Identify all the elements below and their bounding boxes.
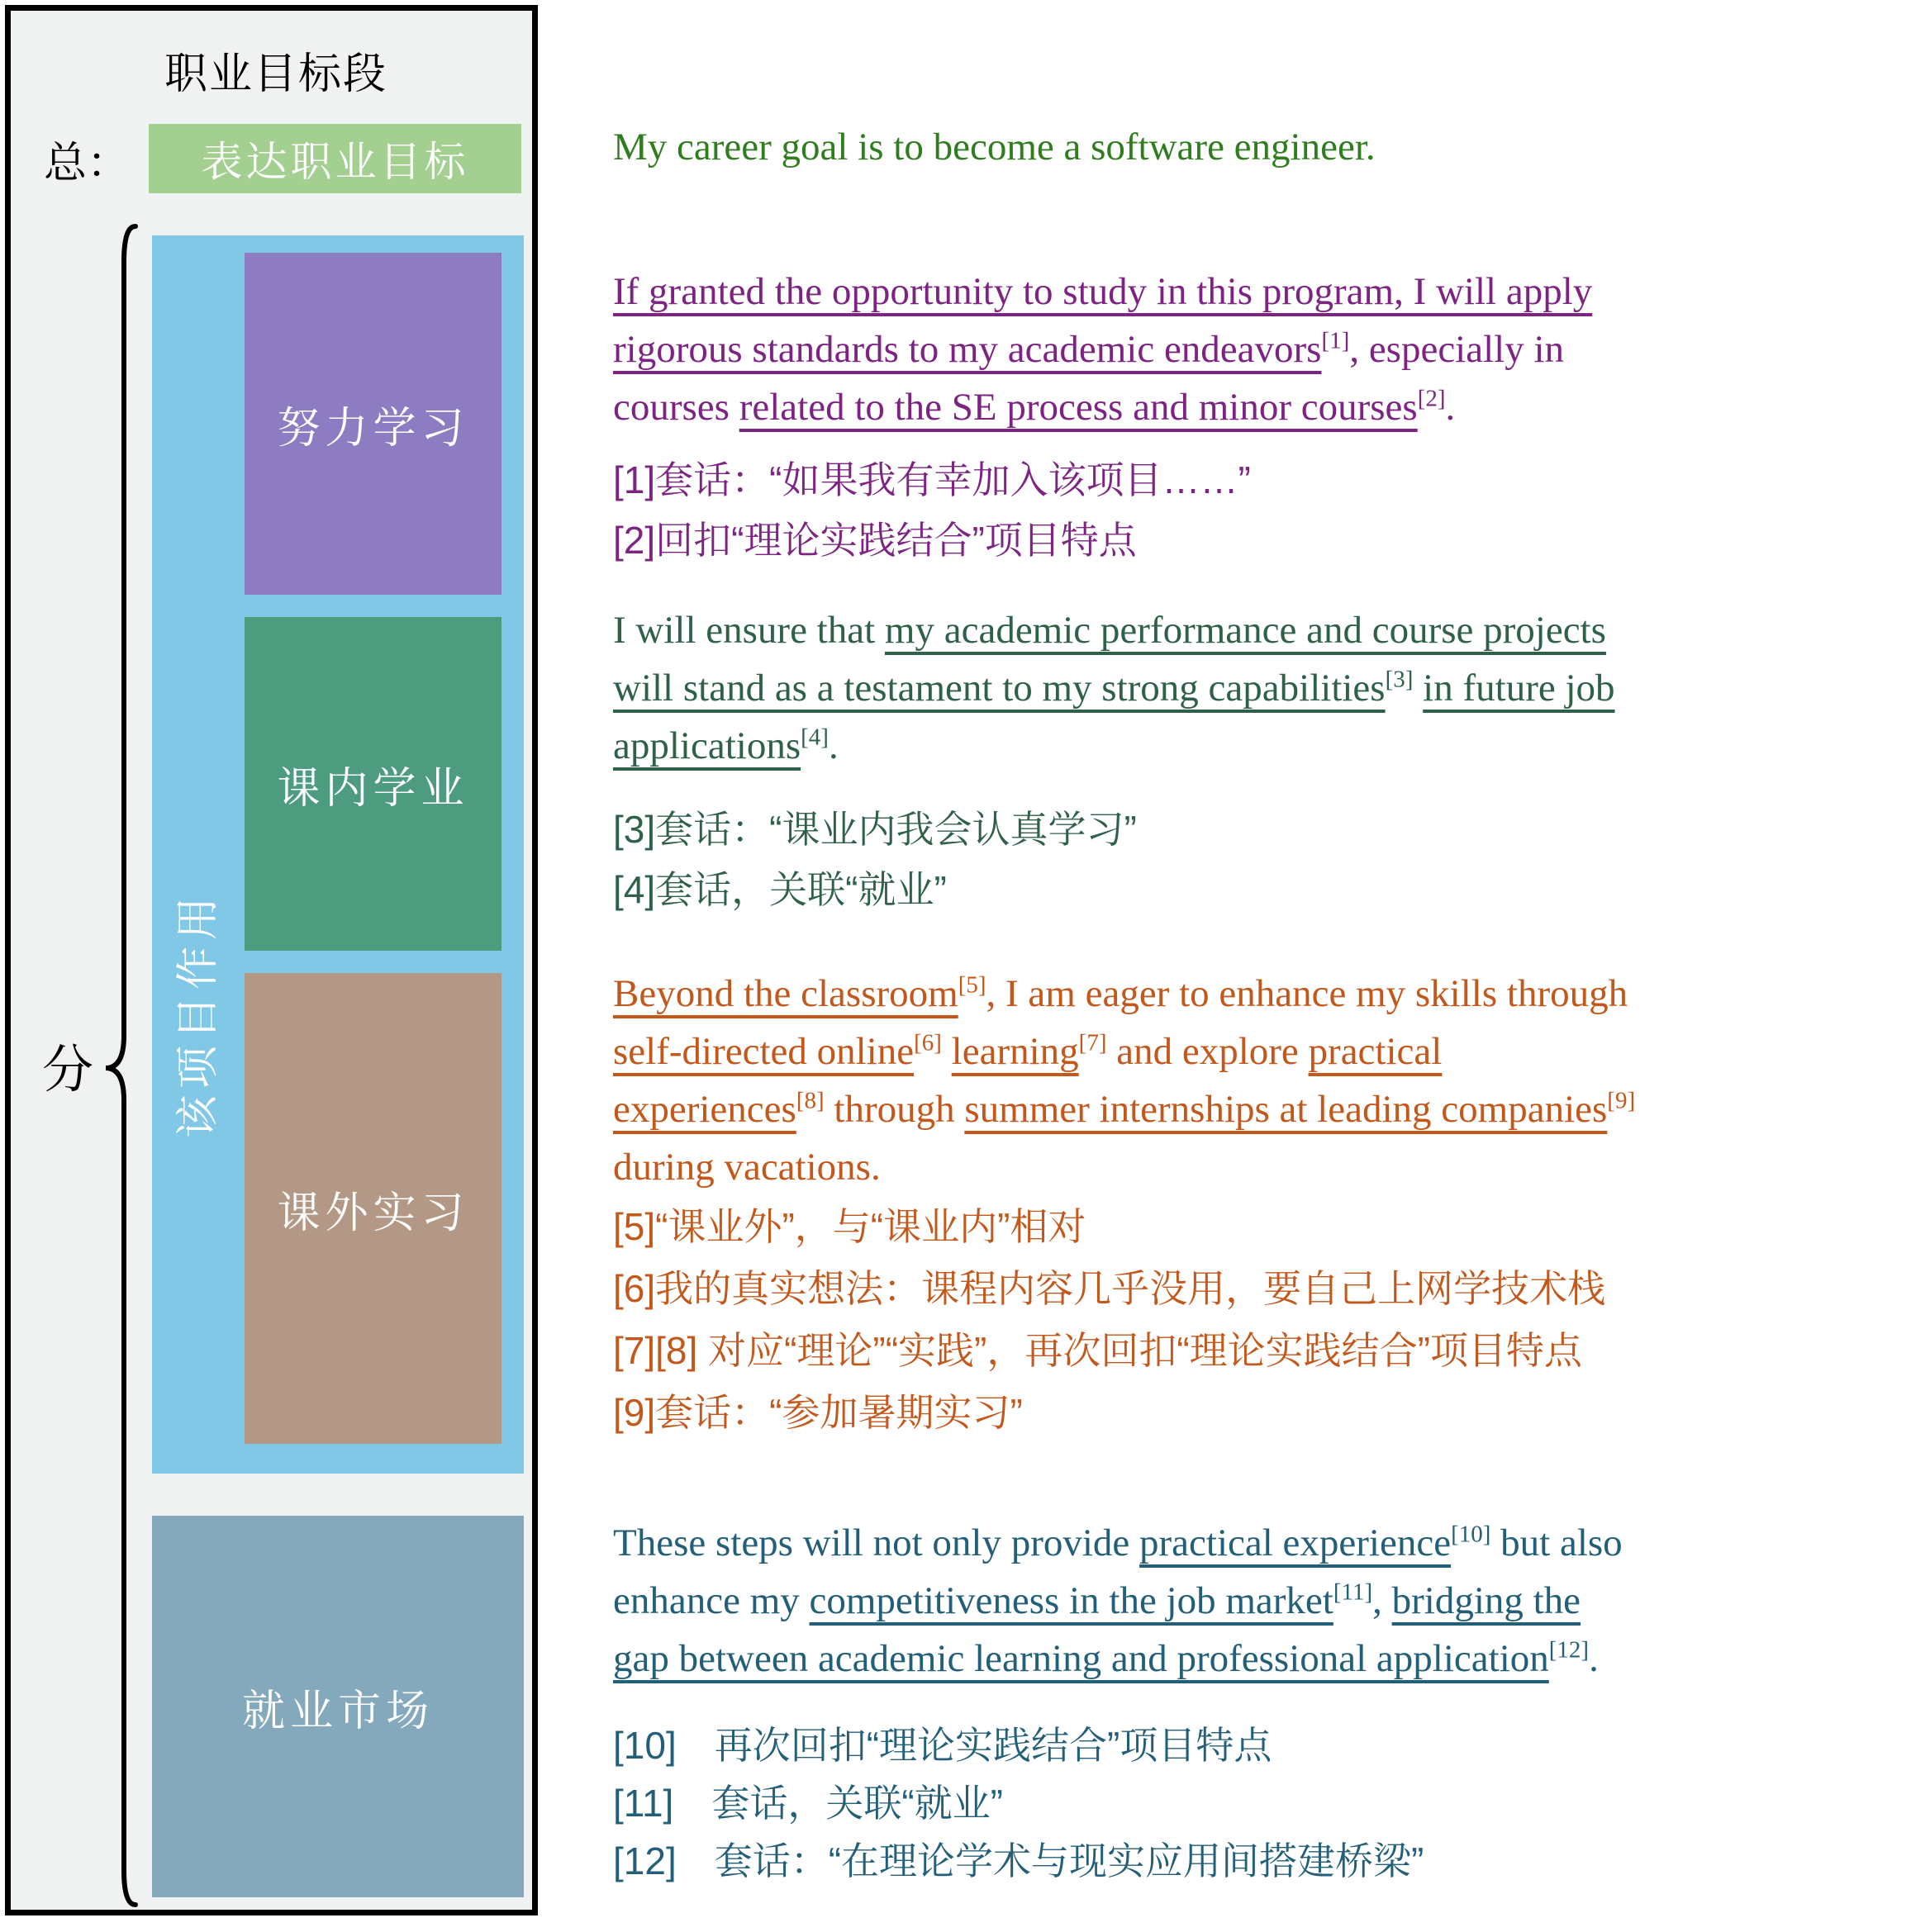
footnote-marker: [8] xyxy=(796,1087,825,1114)
content-column xyxy=(613,0,1911,1932)
text-segment: and explore xyxy=(1106,1030,1309,1073)
footnote-marker: [2] xyxy=(1417,385,1446,412)
footnote-marker: [3] xyxy=(1385,666,1414,693)
underlined-phrase: will stand as a testament to my strong capabilities xyxy=(613,667,1386,710)
footnote-marker: [9] xyxy=(1607,1087,1636,1114)
role-box-internship-label: 课外实习 xyxy=(277,1189,469,1237)
text-segment: but also xyxy=(1490,1521,1623,1564)
job-market-annotations-line: [12] 套话：“在理论学术与现实应用间搭建桥梁” xyxy=(613,1839,1424,1882)
summary-box xyxy=(149,124,521,193)
footnote-marker: [7] xyxy=(1078,1029,1107,1056)
underlined-phrase: learning xyxy=(951,1030,1079,1073)
academic-performance-paragraph-line xyxy=(613,659,1615,717)
beyond-classroom-annotations-line: [5]“课业外”，与“课业内”相对 xyxy=(613,1205,1086,1248)
footnote-marker: [10] xyxy=(1451,1521,1491,1548)
role-box-in-class xyxy=(245,617,502,951)
beyond-classroom-annotations-line: [9]套话：“参加暑期实习” xyxy=(613,1391,1023,1434)
job-market-annotations-line: [10] 再次回扣“理论实践结合”项目特点 xyxy=(613,1724,1272,1767)
job-market-box-label: 就业市场 xyxy=(241,1687,434,1735)
text-segment: . xyxy=(1589,1637,1599,1680)
text-segment: during vacations. xyxy=(613,1146,881,1189)
underlined-phrase: related to the SE process and minor courses xyxy=(739,386,1418,429)
job-market-annotations-line: [11] 套话，关联“就业” xyxy=(613,1782,1003,1825)
text-segment: enhance my xyxy=(613,1579,810,1622)
fen-label: 分 xyxy=(42,1042,94,1099)
underlined-phrase: applications xyxy=(613,724,801,767)
role-box-study-hard xyxy=(245,253,502,595)
underlined-phrase: self-directed online xyxy=(613,1030,915,1073)
underlined-phrase: rigorous standards to my academic endeavors xyxy=(613,328,1322,371)
role-box-study-hard-label: 努力学习 xyxy=(277,404,469,453)
program-study-paragraph xyxy=(613,263,1592,436)
footnote-marker: [11] xyxy=(1333,1578,1373,1606)
job-market-paragraph-line xyxy=(613,1514,1623,1572)
panel-title: 职业目标段 xyxy=(164,50,388,98)
beyond-classroom-paragraph-line xyxy=(613,1080,1635,1138)
underlined-phrase: experiences xyxy=(613,1088,796,1131)
footnote-marker: [5] xyxy=(958,971,986,999)
academic-performance-annotations xyxy=(613,800,1137,920)
program-study-annotations-line: [2]回扣“理论实践结合”项目特点 xyxy=(613,519,1137,562)
text-segment xyxy=(1413,667,1423,710)
job-market-paragraph-line xyxy=(613,1572,1623,1630)
footnote-marker: [4] xyxy=(801,724,829,751)
job-market-paragraph-line xyxy=(613,1630,1623,1688)
career-goal-sentence-line xyxy=(613,118,1376,176)
role-box-internship xyxy=(245,973,502,1444)
underlined-phrase: practical xyxy=(1308,1030,1443,1073)
text-segment: These steps will not only provide xyxy=(613,1521,1140,1564)
footnote-marker: [1] xyxy=(1321,327,1350,354)
underlined-phrase: Beyond the classroom xyxy=(613,972,958,1015)
underlined-phrase: gap between academic learning and professional application xyxy=(613,1637,1549,1680)
academic-performance-paragraph xyxy=(613,601,1615,775)
job-market-box xyxy=(152,1516,524,1897)
underlined-phrase: competitiveness in the job market xyxy=(809,1579,1333,1622)
program-study-annotations xyxy=(613,450,1251,571)
project-role-vertical-label: 该项目作用 xyxy=(174,890,222,1139)
text-segment: My career goal is to become a software engineer. xyxy=(613,126,1376,169)
beyond-classroom-annotations-line: [6]我的真实想法：课程内容几乎没用，要自己上网学技术栈 xyxy=(613,1267,1606,1310)
underlined-phrase: practical experience xyxy=(1139,1521,1452,1564)
fen-brace xyxy=(97,222,140,1909)
structure-panel xyxy=(5,5,538,1915)
text-segment: . xyxy=(1445,386,1456,429)
program-study-paragraph-line xyxy=(613,378,1592,436)
program-study-paragraph-line xyxy=(613,320,1592,378)
beyond-classroom-paragraph-line xyxy=(613,1138,1635,1196)
text-segment xyxy=(942,1030,952,1073)
beyond-classroom-paragraph-line xyxy=(613,1023,1635,1080)
underlined-phrase: If granted the opportunity to study in this program, I will apply xyxy=(613,270,1593,313)
job-market-paragraph xyxy=(613,1514,1623,1688)
underlined-phrase: summer internships at leading companies xyxy=(964,1088,1608,1131)
text-segment: , xyxy=(1372,1579,1392,1622)
text-segment: I will ensure that xyxy=(613,609,885,652)
text-segment: through xyxy=(824,1088,965,1131)
program-study-annotations-line: [1]套话：“如果我有幸加入该项目……” xyxy=(613,458,1251,501)
underlined-phrase: my academic performance and course projects xyxy=(884,609,1606,652)
role-box-in-class-label: 课内学业 xyxy=(277,764,469,813)
job-market-annotations xyxy=(613,1716,1424,1890)
beyond-classroom-paragraph xyxy=(613,965,1635,1196)
academic-performance-annotations-line: [4]套话，关联“就业” xyxy=(613,868,947,911)
beyond-classroom-annotations xyxy=(613,1196,1605,1444)
text-segment: , I am eager to enhance my skills through xyxy=(986,972,1628,1015)
zong-label: 总： xyxy=(44,140,131,188)
beyond-classroom-annotations-line: [7][8] 对应“理论”“实践”，再次回扣“理论实践结合”项目特点 xyxy=(613,1329,1582,1372)
academic-performance-paragraph-line xyxy=(613,717,1615,775)
footnote-marker: [6] xyxy=(914,1029,942,1056)
underlined-phrase: bridging the xyxy=(1391,1579,1581,1622)
program-study-paragraph-line xyxy=(613,263,1592,320)
career-goal-sentence xyxy=(613,118,1376,176)
footnote-marker: [12] xyxy=(1548,1636,1590,1664)
underlined-phrase: in future job xyxy=(1423,667,1615,710)
academic-performance-paragraph-line xyxy=(613,601,1615,659)
text-segment: , especially in xyxy=(1349,328,1565,371)
academic-performance-annotations-line: [3]套话：“课业内我会认真学习” xyxy=(613,808,1137,851)
summary-box-label: 表达职业目标 xyxy=(201,139,469,185)
text-segment: . xyxy=(828,724,839,767)
beyond-classroom-paragraph-line xyxy=(613,965,1635,1023)
text-segment: courses xyxy=(613,386,739,429)
